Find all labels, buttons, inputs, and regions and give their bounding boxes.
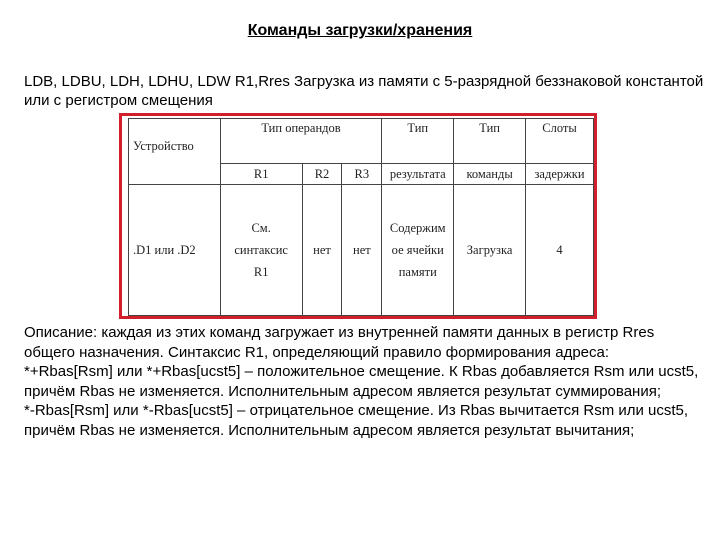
- operand-table-image: [119, 113, 597, 319]
- subheader-r1: R1: [220, 164, 302, 185]
- cell-delay: 4: [526, 185, 594, 316]
- cell-r1-line: синтаксис: [234, 243, 288, 257]
- subheader-r3: R3: [342, 164, 382, 185]
- cell-result-line: Содержим: [389, 221, 446, 235]
- intro-text: LDB, LDBU, LDH, LDHU, LDW R1,Rres Загрузка из памяти с 5-разрядной беззнаковой константой или с регистром смещения: [24, 73, 704, 109]
- header-device: Устройство: [129, 119, 221, 185]
- header-slots: Слоты: [526, 119, 594, 164]
- cell-r2: нет: [302, 185, 342, 316]
- description-paragraph: Описание: каждая из этих команд загружает из внутренней памяти данных в регистр Rres общего назначения. Синтаксис R1, определяющий правило формирования адреса:: [24, 324, 655, 361]
- cell-r1: [220, 185, 302, 316]
- cell-device: .D1 или .D2: [129, 185, 221, 316]
- cell-command: Загрузка: [454, 185, 526, 316]
- cell-result-line: ое ячейки: [391, 243, 444, 257]
- description-paragraph: *-Rbas[Rsm] или *-Rbas[ucst5] – отрицательное смещение. Из Rbas вычитается Rsm или ucst5, причём Rbas не изменяется. Исполнительным адресом является результат вычитания;: [24, 402, 689, 439]
- subheader-result: результата: [382, 164, 454, 185]
- page-title: Команды загрузки/хранения: [247, 22, 473, 39]
- cell-r1-line: R1: [253, 265, 269, 279]
- cell-r1-line: См.: [251, 221, 271, 235]
- operand-table: [128, 118, 594, 316]
- header-command-type: Тип: [454, 119, 526, 164]
- cell-result-line: памяти: [398, 265, 437, 279]
- description-paragraph: *+Rbas[Rsm] или *+Rbas[ucst5] – положительное смещение. К Rbas добавляется Rsm или ucst5, причём Rbas не изменяется. Исполнительным адресом является результат суммирования;: [24, 363, 699, 400]
- description: [24, 323, 704, 441]
- header-operand-type: Тип операндов: [220, 119, 382, 164]
- subheader-command: команды: [454, 164, 526, 185]
- subheader-delay: задержки: [526, 164, 594, 185]
- header-result-type: Тип: [382, 119, 454, 164]
- subheader-r2: R2: [302, 164, 342, 185]
- cell-r3: нет: [342, 185, 382, 316]
- cell-result: [382, 185, 454, 316]
